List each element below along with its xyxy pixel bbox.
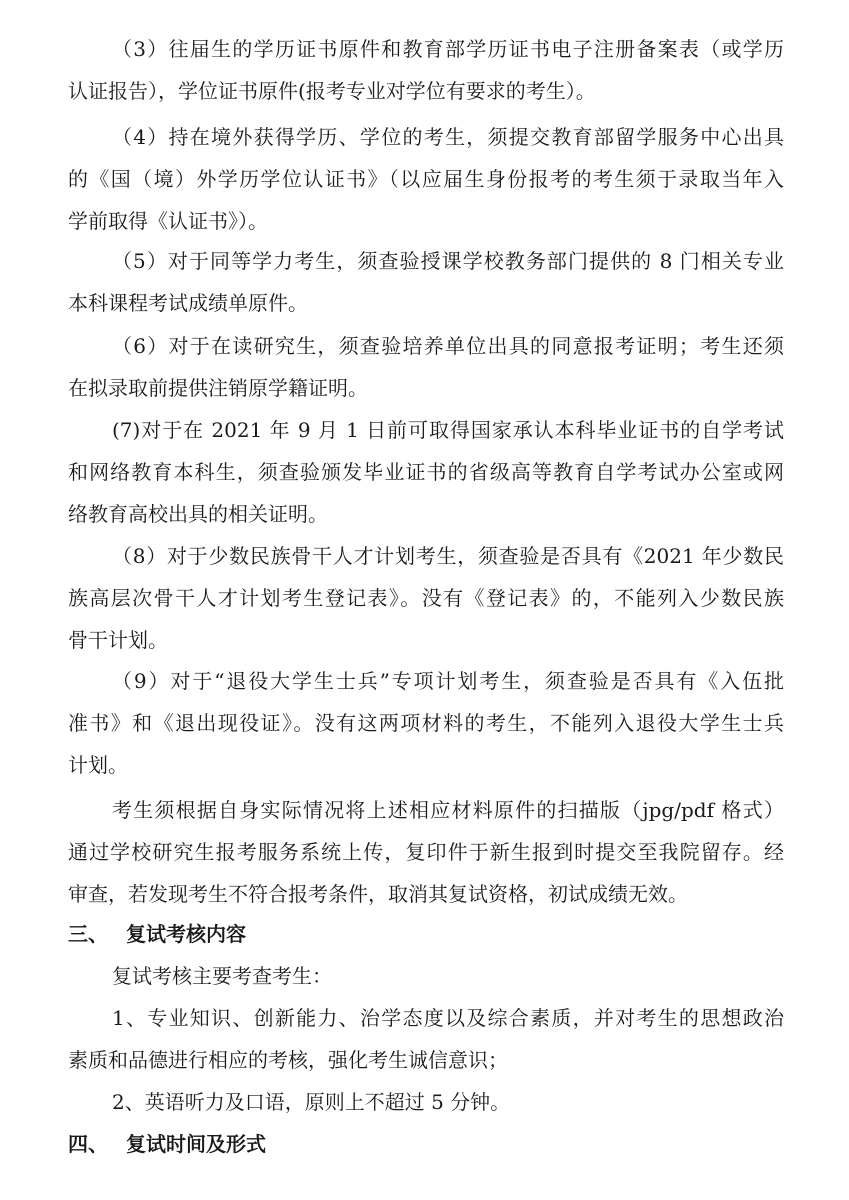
text-line: 计划。 xyxy=(68,753,128,777)
paragraph-item-7 xyxy=(68,409,784,535)
text-line: （3）往届生的学历证书原件和教育部学历证书电子注册备案表（或学历 xyxy=(112,37,784,61)
paragraph-item-4 xyxy=(68,116,784,242)
text-line: 素质和品德进行相应的考核，强化考生诚信意识； xyxy=(68,1048,508,1072)
section-title: 复试考核内容 xyxy=(126,922,246,946)
text-line: （9）对于“退役大学生士兵”专项计划考生，须查验是否具有《入伍批 xyxy=(112,669,784,693)
text-line: 络教育高校出具的相关证明。 xyxy=(68,502,328,526)
paragraph-item-9 xyxy=(68,660,784,786)
text-line: 1、专业知识、创新能力、治学态度以及综合素质，并对考生的思想政治 xyxy=(112,1006,784,1030)
text-line: 2、英语听力及口语，原则上不超过 5 分钟。 xyxy=(112,1090,511,1114)
text-line: 本科课程考试成绩单原件。 xyxy=(68,291,308,315)
section-number: 三、 xyxy=(68,922,108,946)
text-line: 学前取得《认证书》）。 xyxy=(68,209,268,233)
text-line: 在拟录取前提供注销原学籍证明。 xyxy=(68,376,368,400)
text-line: 考生须根据自身实际情况将上述相应材料原件的扫描版（jpg/pdf 格式） xyxy=(112,798,784,822)
text-line: 准书》和《退出现役证》。没有这两项材料的考生，不能列入退役大学生士兵 xyxy=(68,711,784,735)
text-line: 审查，若发现考生不符合报考条件，取消其复试资格，初试成绩无效。 xyxy=(68,882,688,906)
text-line: 的《国（境）外学历学位认证书》（以应届生身份报考的考生须于录取当年入 xyxy=(68,167,784,191)
text-line: (7)对于在 2021 年 9 月 1 日前可取得国家承认本科毕业证书的自学考试 xyxy=(112,418,784,442)
paragraph-section3-item2 xyxy=(68,1081,784,1123)
paragraph-item-8 xyxy=(68,535,784,661)
paragraph-section3-item1 xyxy=(68,997,784,1081)
text-line: （8）对于少数民族骨干人才计划考生，须查验是否具有《2021 年少数民 xyxy=(112,544,784,568)
paragraph-item-3 xyxy=(68,28,784,112)
paragraph-upload-note xyxy=(68,789,784,915)
paragraph-section3-intro xyxy=(68,955,784,997)
text-line: 复试考核主要考查考生： xyxy=(112,964,332,988)
text-line: （6）对于在读研究生，须查验培养单位出具的同意报考证明；考生还须 xyxy=(112,334,784,358)
section-title: 复试时间及形式 xyxy=(126,1132,266,1156)
section-number: 四、 xyxy=(68,1132,108,1156)
text-line: 通过学校研究生报考服务系统上传，复印件于新生报到时提交至我院留存。经 xyxy=(68,840,784,864)
paragraph-item-5 xyxy=(68,240,784,324)
text-line: （5）对于同等学力考生，须查验授课学校教务部门提供的 8 门相关专业 xyxy=(112,249,784,273)
paragraph-item-6 xyxy=(68,325,784,409)
text-line: （4）持在境外获得学历、学位的考生，须提交教育部留学服务中心出具 xyxy=(112,125,784,149)
text-line: 和网络教育本科生，须查验颁发毕业证书的省级高等教育自学考试办公室或网 xyxy=(68,460,784,484)
section-heading-4 xyxy=(68,1123,266,1165)
text-line: 认证报告），学位证书原件(报考专业对学位有要求的考生）。 xyxy=(68,79,596,103)
text-line: 骨干计划。 xyxy=(68,628,168,652)
text-line: 族高层次骨干人才计划考生登记表》。没有《登记表》的，不能列入少数民族 xyxy=(68,586,784,610)
section-heading-3 xyxy=(68,913,246,955)
